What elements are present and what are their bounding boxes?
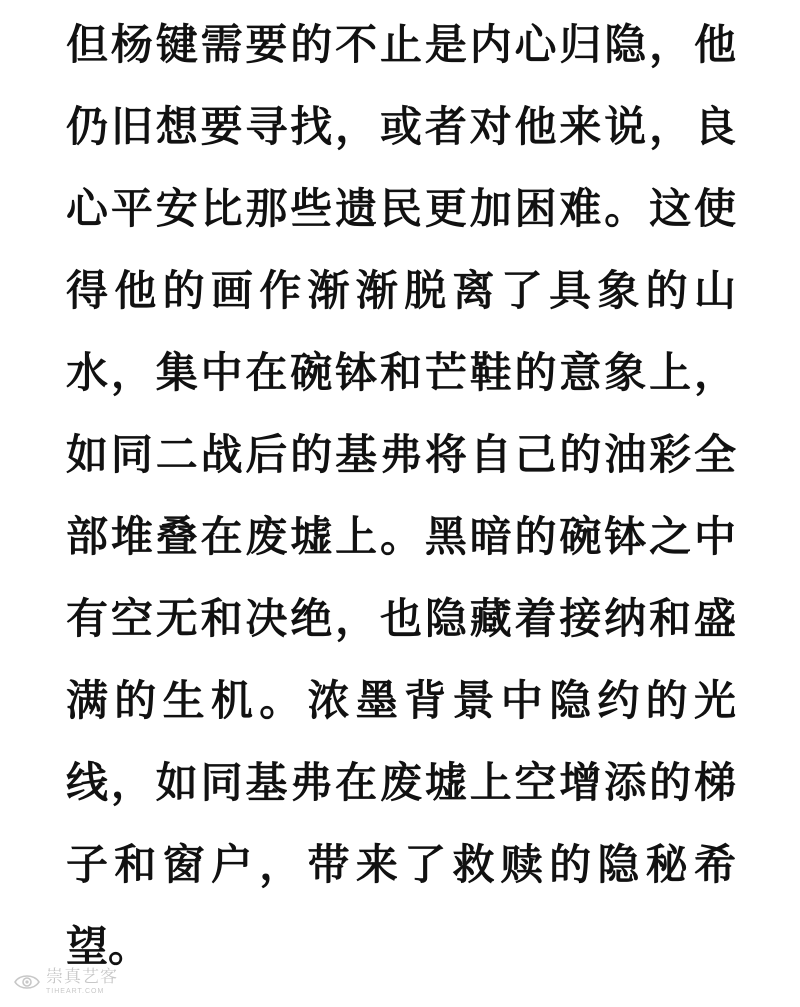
article-line: 如同二战后的基弗将自己的油彩全 (66, 430, 736, 479)
article-line: 部堆叠在废墟上。黑暗的碗钵之中 (66, 512, 736, 561)
article-line: 有空无和决绝，也隐藏着接纳和盛 (66, 594, 736, 643)
article-line: 线，如同基弗在废墟上空增添的梯 (66, 758, 736, 807)
article-line: 水，集中在碗钵和芒鞋的意象上， (66, 348, 736, 397)
article-line: 仍旧想要寻找，或者对他来说，良 (66, 102, 736, 151)
article-line: 望。 (66, 922, 151, 971)
eye-logo-icon (14, 971, 40, 993)
watermark (14, 969, 118, 995)
article-line: 子和窗户，带来了救赎的隐秘希 (66, 840, 736, 889)
article-body (66, 4, 736, 988)
watermark-domain: TIHEART.COM (46, 988, 105, 995)
article-line: 得他的画作渐渐脱离了具象的山 (66, 266, 736, 315)
watermark-text (46, 969, 118, 995)
article-line: 满的生机。浓墨背景中隐约的光 (66, 676, 736, 725)
article-line: 但杨键需要的不止是内心归隐，他 (66, 20, 736, 69)
watermark-name: 崇真艺客 (46, 967, 118, 987)
article-line: 心平安比那些遗民更加困难。这使 (66, 184, 736, 233)
